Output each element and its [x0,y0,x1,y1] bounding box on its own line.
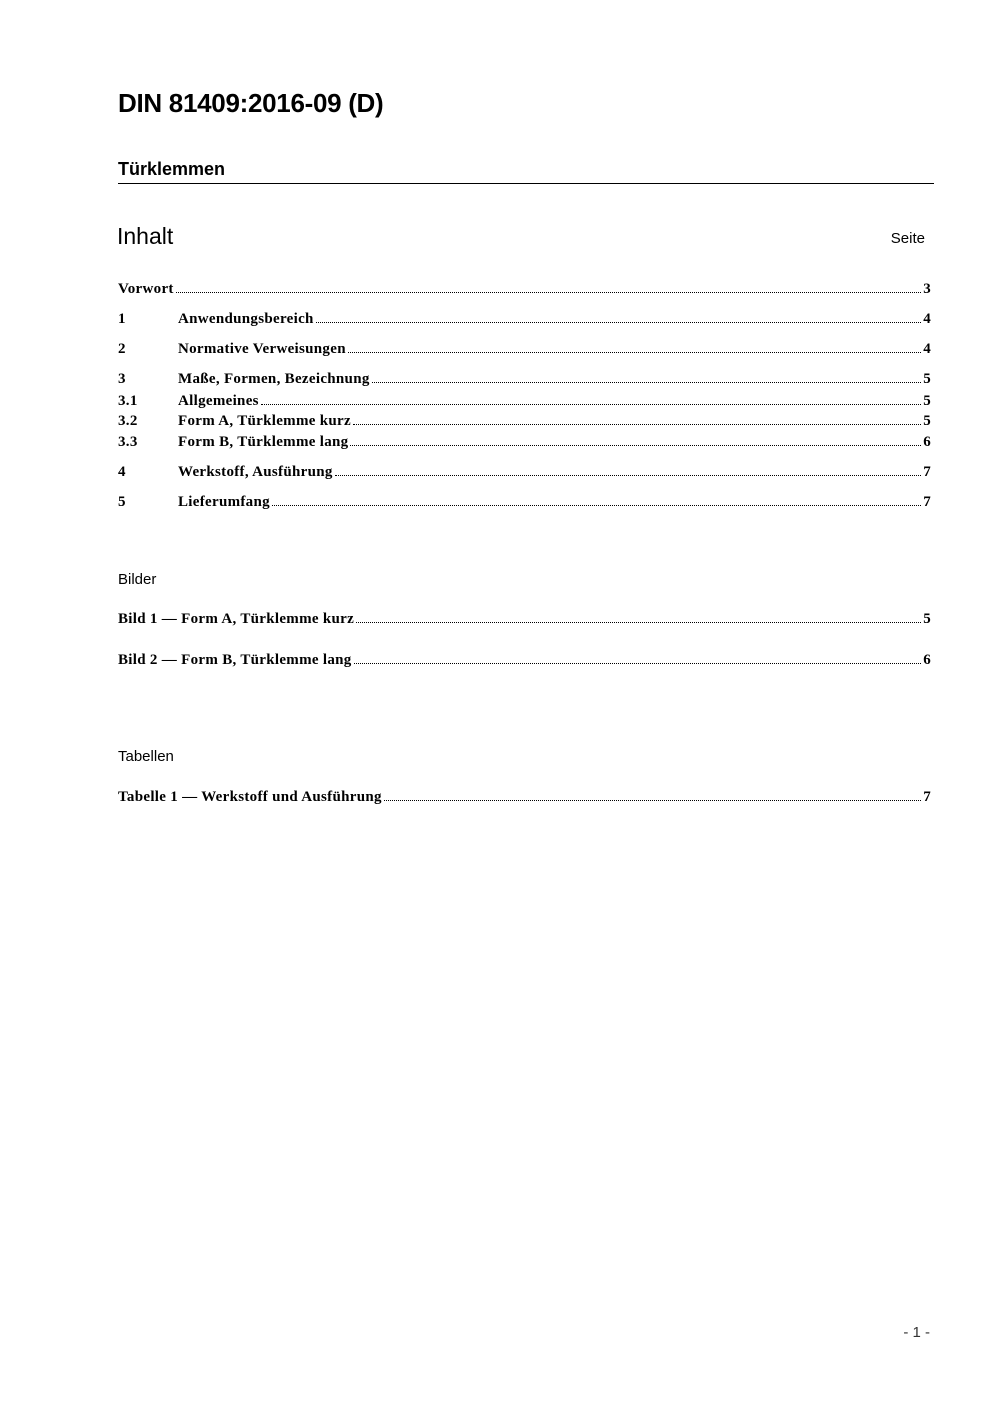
dot-leader [316,322,922,323]
toc-entry-text: Vorwort [118,281,174,297]
dot-leader [350,445,921,446]
toc-entry-text: Allgemeines [178,393,259,409]
toc-entry-number: 3.2 [118,413,138,429]
footer-page-number: - 1 - [903,1324,930,1341]
toc-entry-1[interactable] [118,309,931,329]
figure-entry-text: Bild 1 — Form A, Türklemme kurz [118,611,355,627]
toc-entry-2[interactable] [118,339,931,359]
toc-entry-text: Maße, Formen, Bezeichnung [178,371,370,387]
toc-entry-3-3[interactable] [118,432,931,452]
figure-entry-1[interactable] [118,609,931,629]
dot-leader [272,505,921,506]
document-title: DIN 81409:2016-09 (D) [118,88,384,118]
toc-entry-4[interactable] [118,462,931,482]
subtitle-divider [118,183,934,184]
toc-entry-text: Form B, Türklemme lang [178,434,349,450]
toc-entry-text: Anwendungsbereich [178,311,314,327]
toc-entry-number: 3.1 [118,393,138,409]
toc-entry-page: 7 [923,464,931,480]
toc-entry-page: 4 [923,341,931,357]
toc-entry-number: 4 [118,464,126,480]
dot-leader [354,663,922,664]
dot-leader [372,382,922,383]
toc-entry-number: 2 [118,341,126,357]
toc-entry-text: Werkstoff, Ausführung [178,464,333,480]
toc-entry-page: 5 [923,371,931,387]
dot-leader [353,424,921,425]
toc-entry-page: 7 [923,494,931,510]
toc-entry-text: Normative Verweisungen [178,341,346,357]
dot-leader [356,622,921,623]
figure-entry-page: 5 [923,611,931,627]
toc-entry-text: Lieferumfang [178,494,270,510]
figure-entry-2[interactable] [118,650,931,670]
table-entry-1[interactable] [118,787,931,807]
figures-heading: Bilder [118,571,157,588]
toc-entry-page: 5 [923,413,931,429]
toc-entry-number: 1 [118,311,126,327]
toc-entry-page: 4 [923,311,931,327]
dot-leader [348,352,921,353]
figure-entry-page: 6 [923,652,931,668]
toc-entry-5[interactable] [118,492,931,512]
toc-heading: Inhalt [117,223,174,249]
dot-leader [335,475,922,476]
tables-heading: Tabellen [118,748,174,765]
toc-entry-page: 3 [923,281,931,297]
toc-entry-3-1[interactable] [118,391,931,411]
figure-entry-text: Bild 2 — Form B, Türklemme lang [118,652,352,668]
table-entry-page: 7 [923,789,931,805]
dot-leader [261,404,921,405]
toc-entry-3[interactable] [118,369,931,389]
toc-entry-number: 3.3 [118,434,138,450]
page-column-label: Seite [890,230,925,247]
dot-leader [384,800,921,801]
document-subtitle: Türklemmen [118,159,226,179]
toc-entry-number: 5 [118,494,126,510]
toc-entry-vorwort[interactable] [118,279,931,299]
toc-entry-3-2[interactable] [118,411,931,431]
table-entry-text: Tabelle 1 — Werkstoff und Ausführung [118,789,382,805]
dot-leader [176,292,921,293]
toc-entry-page: 6 [923,434,931,450]
toc-entry-text: Form A, Türklemme kurz [178,413,351,429]
toc-entry-number: 3 [118,371,126,387]
toc-entry-page: 5 [923,393,931,409]
